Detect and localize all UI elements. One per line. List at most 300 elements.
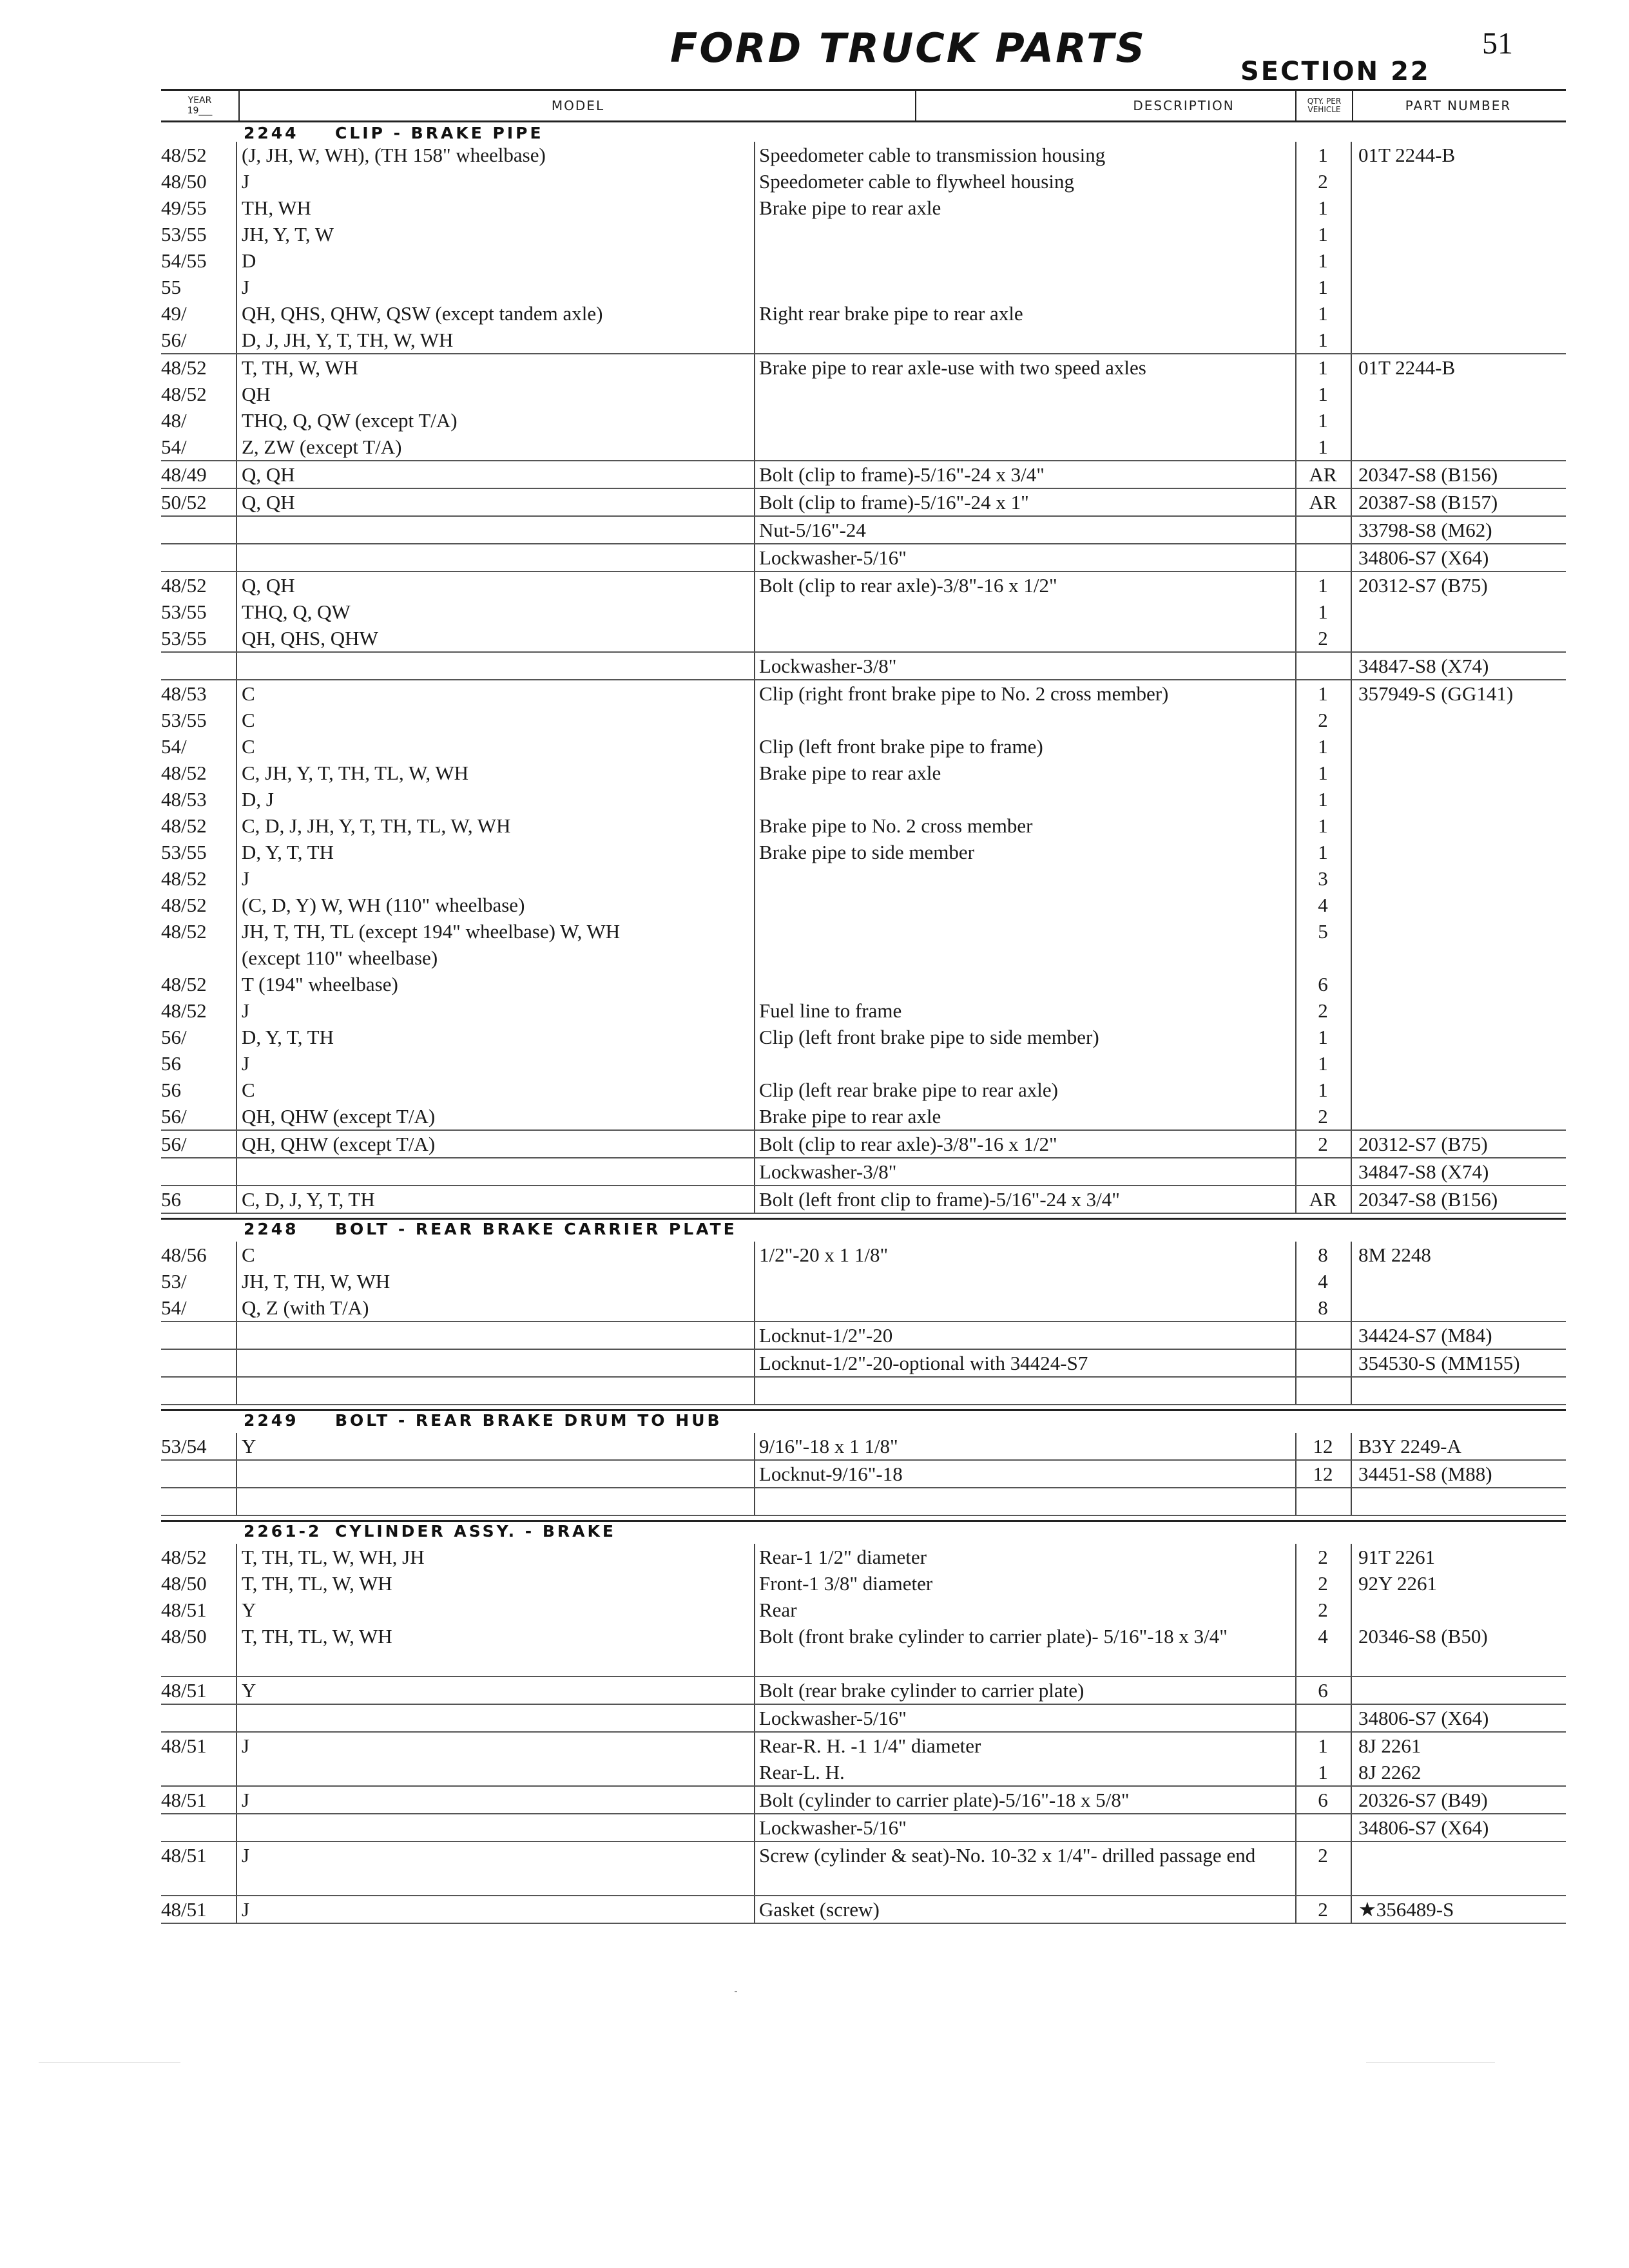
column-divider: [1351, 1544, 1352, 1570]
column-divider: [754, 1158, 755, 1185]
cell-model: J: [242, 1898, 250, 1921]
column-divider: [754, 1461, 755, 1487]
cell-description: Lockwasher-3/8": [759, 655, 897, 677]
column-divider: [236, 1433, 237, 1459]
cell-qty: 5: [1318, 920, 1328, 943]
cell-description: 1/2"-20 x 1 1/8": [759, 1244, 889, 1266]
cell-model: (C, D, Y) W, WH (110" wheelbase): [242, 894, 525, 916]
table-row: [161, 572, 1566, 599]
column-divider: [1351, 760, 1352, 786]
cell-qty: 1: [1318, 436, 1328, 458]
cell-model: Q, QH: [242, 574, 295, 597]
cell-part-number: 34806-S7 (X64): [1358, 1816, 1489, 1839]
cell-year: 56/: [161, 1105, 187, 1128]
table-row: [161, 1488, 1566, 1516]
column-divider: [236, 865, 237, 892]
column-divider: [236, 1461, 237, 1487]
column-divider: [236, 274, 237, 300]
column-divider: [1351, 1103, 1352, 1129]
cell-description: Rear-1 1/2" diameter: [759, 1546, 927, 1568]
table-row: [161, 300, 1566, 327]
cell-year: 54/55: [161, 249, 207, 272]
cell-model: J: [242, 1844, 250, 1867]
column-divider: [236, 1705, 237, 1731]
column-divider: [236, 971, 237, 997]
column-divider: [236, 892, 237, 918]
table-row: [161, 892, 1566, 918]
cell-year: 53/55: [161, 223, 207, 245]
cell-description: Brake pipe to rear axle-use with two speed axles: [759, 356, 1146, 379]
cell-model: C: [242, 709, 255, 731]
cell-year: 53/54: [161, 1435, 207, 1457]
cell-qty: 2: [1318, 627, 1328, 649]
cell-qty: 3: [1318, 867, 1328, 890]
column-divider: [1351, 1322, 1352, 1349]
column-divider: [236, 489, 237, 515]
column-divider: [1351, 1842, 1352, 1895]
cell-description: Rear: [759, 1599, 797, 1621]
group-header: [161, 1520, 1566, 1544]
column-divider: [754, 544, 755, 571]
cell-model: THQ, Q, QW (except T/A): [242, 409, 458, 432]
column-divider: [236, 1131, 237, 1157]
cell-description: Nut-5/16"-24: [759, 519, 866, 541]
cell-year: 48/51: [161, 1898, 207, 1921]
cell-description: 9/16"-18 x 1 1/8": [759, 1435, 898, 1457]
table-row: [161, 1077, 1566, 1103]
column-divider: [236, 839, 237, 865]
table-row: [161, 1294, 1566, 1322]
table-row: [161, 971, 1566, 997]
column-divider: [1351, 1677, 1352, 1704]
table-row: [161, 760, 1566, 786]
column-divider: [1351, 1896, 1352, 1923]
cell-year: 55: [161, 276, 181, 298]
column-year: [161, 91, 238, 120]
cell-description: Lockwasher-5/16": [759, 1816, 907, 1839]
column-divider: [1351, 327, 1352, 353]
column-divider: [236, 1242, 237, 1268]
column-divider: [236, 812, 237, 839]
table-row: [161, 1544, 1566, 1570]
cell-year: 53/55: [161, 601, 207, 623]
column-divider: [1351, 1158, 1352, 1185]
cell-year: 48/52: [161, 973, 207, 995]
cell-model: D, Y, T, TH: [242, 841, 334, 863]
cell-year: 48/52: [161, 999, 207, 1022]
cell-qty: 1: [1318, 1761, 1328, 1783]
cell-model: T, TH, TL, W, WH, JH: [242, 1546, 425, 1568]
table-row: [161, 733, 1566, 760]
cell-qty: 1: [1318, 1079, 1328, 1101]
cell-year: 50/52: [161, 491, 207, 514]
cell-qty: AR: [1309, 463, 1337, 486]
cell-model: D, Y, T, TH: [242, 1026, 334, 1048]
cell-qty: 2: [1318, 1105, 1328, 1128]
table-row: [161, 1842, 1566, 1896]
cell-year: 48/52: [161, 867, 207, 890]
column-model: MODEL: [238, 91, 916, 120]
cell-model: C: [242, 682, 255, 705]
cell-qty: 1: [1318, 144, 1328, 166]
cell-qty: 2: [1318, 709, 1328, 731]
cell-model: D, J, JH, Y, T, TH, W, WH: [242, 329, 454, 351]
group-title: BOLT - REAR BRAKE CARRIER PLATE: [335, 1220, 737, 1238]
cell-year: 48/53: [161, 788, 207, 811]
column-divider: [754, 1378, 755, 1404]
column-divider: [236, 221, 237, 247]
column-divider: [1295, 1158, 1296, 1185]
cell-description: Bolt (rear brake cylinder to carrier plate): [759, 1679, 1084, 1702]
table-row: [161, 221, 1566, 247]
column-divider: [236, 247, 237, 274]
column-year-line1: YEAR: [188, 95, 212, 106]
table-row: [161, 544, 1566, 572]
column-divider: [236, 381, 237, 407]
cell-model: T (194" wheelbase): [242, 973, 398, 995]
table-row: [161, 997, 1566, 1024]
cell-year: 48/53: [161, 682, 207, 705]
table-row: [161, 1378, 1566, 1405]
column-divider: [1351, 625, 1352, 651]
column-divider: [236, 918, 237, 945]
column-qty: [1295, 91, 1353, 120]
cell-model: C: [242, 735, 255, 758]
column-divider: [236, 407, 237, 434]
column-divider: [1351, 945, 1352, 971]
column-divider: [236, 1814, 237, 1841]
cell-description: Brake pipe to side member: [759, 841, 975, 863]
table-row: [161, 1814, 1566, 1842]
cell-qty: 1: [1318, 682, 1328, 705]
column-divider: [1351, 1570, 1352, 1597]
cell-description: Brake pipe to rear axle: [759, 1105, 941, 1128]
column-divider: [1295, 1814, 1296, 1841]
column-divider: [1351, 195, 1352, 221]
cell-description: Lockwasher-5/16": [759, 1707, 907, 1729]
column-divider: [1351, 599, 1352, 625]
column-divider: [236, 1677, 237, 1704]
cell-year: 48/49: [161, 463, 207, 486]
table-row: [161, 142, 1566, 168]
cell-qty: 1: [1318, 1052, 1328, 1075]
group-header: [161, 124, 1566, 142]
group-title: CYLINDER ASSY. - BRAKE: [335, 1522, 616, 1541]
cell-qty: 2: [1318, 170, 1328, 193]
cell-description: Gasket (screw): [759, 1898, 880, 1921]
cell-description: Lockwasher-5/16": [759, 546, 907, 569]
cell-qty: 12: [1313, 1463, 1333, 1485]
table-row: [161, 812, 1566, 839]
table-row: [161, 1186, 1566, 1214]
cell-year: 48/52: [161, 920, 207, 943]
cell-description: Bolt (clip to rear axle)-3/8"-16 x 1/2": [759, 574, 1057, 597]
column-divider: [236, 1733, 237, 1759]
cell-part-number: 354530-S (MM155): [1358, 1352, 1520, 1374]
cell-part-number: 34847-S8 (X74): [1358, 655, 1489, 677]
cell-model: QH: [242, 383, 271, 405]
cell-part-number: 20312-S7 (B75): [1358, 1133, 1488, 1155]
table-row: [161, 461, 1566, 489]
column-divider: [1295, 1705, 1296, 1731]
cell-qty: 1: [1318, 329, 1328, 351]
column-divider: [236, 1842, 237, 1895]
cell-year: 56: [161, 1079, 181, 1101]
column-divider: [236, 434, 237, 460]
column-divider: [1351, 1759, 1352, 1785]
cell-qty: 8: [1318, 1296, 1328, 1319]
table-row: [161, 1623, 1566, 1677]
table-row: [161, 625, 1566, 653]
table-row: [161, 1158, 1566, 1186]
table-row: [161, 1787, 1566, 1814]
table-row: [161, 786, 1566, 812]
cell-description: Speedometer cable to transmission housing: [759, 144, 1106, 166]
column-divider: [236, 1544, 237, 1570]
group-number: 2244: [244, 124, 299, 142]
cell-model: Q, QH: [242, 463, 295, 486]
cell-model: C: [242, 1079, 255, 1101]
column-divider: [1351, 142, 1352, 168]
column-divider: [236, 1350, 237, 1376]
cell-model: T, TH, W, WH: [242, 356, 358, 379]
column-divider: [754, 1322, 755, 1349]
cell-model: C: [242, 1244, 255, 1266]
table-row: [161, 1024, 1566, 1050]
cell-model: JH, T, TH, TL (except 194" wheelbase) W, WH: [242, 920, 621, 943]
column-qty-line1: QTY. PER: [1307, 97, 1342, 106]
cell-year: 56: [161, 1052, 181, 1075]
column-divider: [1351, 221, 1352, 247]
cell-qty: 1: [1318, 383, 1328, 405]
cell-description: Bolt (cylinder to carrier plate)-5/16"-18 x 5/8": [759, 1789, 1130, 1811]
cell-description: Fuel line to frame: [759, 999, 902, 1022]
cell-part-number: 8M 2248: [1358, 1244, 1431, 1266]
cell-year: 48/52: [161, 762, 207, 784]
column-divider: [236, 680, 237, 707]
cell-part-number: 8J 2261: [1358, 1735, 1422, 1757]
cell-description: Bolt (clip to rear axle)-3/8"-16 x 1/2": [759, 1133, 1057, 1155]
cell-year: 48/52: [161, 144, 207, 166]
table-row: [161, 1705, 1566, 1733]
column-divider: [236, 327, 237, 353]
cell-qty: 1: [1318, 276, 1328, 298]
cell-qty: 1: [1318, 762, 1328, 784]
table-row: [161, 1896, 1566, 1924]
cell-model: J: [242, 170, 250, 193]
cell-qty: 1: [1318, 601, 1328, 623]
column-divider: [236, 1787, 237, 1813]
column-divider: [236, 1378, 237, 1404]
group-header: [161, 1218, 1566, 1242]
cell-qty: 2: [1318, 1572, 1328, 1595]
column-divider: [1351, 1378, 1352, 1404]
cell-qty: 4: [1318, 1625, 1328, 1648]
cell-model: Q, QH: [242, 491, 295, 514]
column-divider: [236, 760, 237, 786]
column-divider: [1351, 1814, 1352, 1841]
page-title: FORD TRUCK PARTS: [670, 24, 1146, 72]
column-divider: [236, 1294, 237, 1321]
table-row: [161, 1597, 1566, 1623]
cell-description: Brake pipe to rear axle: [759, 762, 941, 784]
table-row: [161, 274, 1566, 300]
cell-part-number: 357949-S (GG141): [1358, 682, 1514, 705]
column-divider: [236, 1597, 237, 1623]
cell-description: Lockwasher-3/8": [759, 1160, 897, 1183]
cell-model: J: [242, 1789, 250, 1811]
cell-description: Clip (left front brake pipe to side member): [759, 1026, 1099, 1048]
column-divider: [236, 1322, 237, 1349]
group-title: CLIP - BRAKE PIPE: [335, 124, 544, 142]
column-year-line2: 19___: [187, 106, 213, 116]
table-row: [161, 1242, 1566, 1268]
column-divider: [236, 1759, 237, 1785]
column-divider: [236, 168, 237, 195]
column-divider: [236, 786, 237, 812]
cell-description: Locknut-9/16"-18: [759, 1463, 903, 1485]
cell-year: 48/52: [161, 574, 207, 597]
table-row: [161, 707, 1566, 733]
cell-year: 54/: [161, 1296, 187, 1319]
cell-description: Clip (right front brake pipe to No. 2 cross member): [759, 682, 1169, 705]
table-row: [161, 1433, 1566, 1461]
table-row: [161, 680, 1566, 707]
cell-year: 56: [161, 1188, 181, 1211]
column-divider: [236, 1488, 237, 1515]
column-divider: [1295, 1378, 1296, 1404]
table-row: [161, 1322, 1566, 1350]
cell-model: T, TH, TL, W, WH: [242, 1572, 392, 1595]
cell-description: Brake pipe to No. 2 cross member: [759, 814, 1033, 837]
table-row: [161, 434, 1566, 461]
column-divider: [236, 354, 237, 381]
cell-year: 48/52: [161, 383, 207, 405]
cell-model: C, JH, Y, T, TH, TL, W, WH: [242, 762, 468, 784]
cell-part-number: 92Y 2261: [1358, 1572, 1437, 1595]
cell-description: Bolt (left front clip to frame)-5/16"-24 x 3/4": [759, 1188, 1120, 1211]
cell-year: 54/: [161, 436, 187, 458]
column-divider: [1351, 544, 1352, 571]
table-row: [161, 1461, 1566, 1488]
column-divider: [1351, 274, 1352, 300]
column-divider: [1351, 1787, 1352, 1813]
cell-year: 48/51: [161, 1844, 207, 1867]
column-divider: [236, 599, 237, 625]
column-divider: [1351, 1461, 1352, 1487]
cell-model: J: [242, 867, 250, 890]
cell-description: Front-1 3/8" diameter: [759, 1572, 933, 1595]
cell-part-number: 20312-S7 (B75): [1358, 574, 1488, 597]
cell-part-number: 20387-S8 (B157): [1358, 491, 1498, 514]
cell-description: Clip (left rear brake pipe to rear axle): [759, 1079, 1058, 1101]
column-divider: [1351, 707, 1352, 733]
table-row: [161, 327, 1566, 354]
cell-description: Screw (cylinder & seat)-No. 10-32 x 1/4"- drilled passage end: [759, 1844, 1256, 1867]
column-divider: [1351, 1488, 1352, 1515]
column-divider: [236, 1186, 237, 1213]
cell-year: 53/: [161, 1270, 187, 1293]
cell-year: 48/52: [161, 1546, 207, 1568]
cell-part-number: 20347-S8 (B156): [1358, 463, 1498, 486]
column-divider: [1295, 653, 1296, 679]
column-divider: [236, 707, 237, 733]
cell-model: J: [242, 1052, 250, 1075]
cell-qty: 1: [1318, 841, 1328, 863]
cell-year: 48/: [161, 409, 187, 432]
column-divider: [236, 1050, 237, 1077]
table-row: [161, 1131, 1566, 1158]
cell-qty: 1: [1318, 302, 1328, 325]
column-divider: [1351, 1186, 1352, 1213]
cell-year: 48/51: [161, 1599, 207, 1621]
group-header: [161, 1409, 1566, 1433]
cell-model: QH, QHW (except T/A): [242, 1105, 436, 1128]
column-divider: [236, 1896, 237, 1923]
column-divider: [1351, 354, 1352, 381]
cell-qty: 1: [1318, 356, 1328, 379]
table-row: [161, 1677, 1566, 1705]
column-divider: [1295, 544, 1296, 571]
cell-year: 48/50: [161, 170, 207, 193]
column-divider: [1295, 945, 1296, 971]
cell-year: 53/55: [161, 627, 207, 649]
cell-qty: 4: [1318, 894, 1328, 916]
cell-part-number: 8J 2262: [1358, 1761, 1422, 1783]
cell-model: QH, QHW (except T/A): [242, 1133, 436, 1155]
cell-qty: 1: [1318, 249, 1328, 272]
column-divider: [236, 195, 237, 221]
group-number: 2261-2: [244, 1522, 322, 1541]
cell-qty: AR: [1309, 491, 1337, 514]
cell-model: J: [242, 999, 250, 1022]
cell-part-number: 34847-S8 (X74): [1358, 1160, 1489, 1183]
column-divider: [754, 653, 755, 679]
cell-description: Bolt (clip to frame)-5/16"-24 x 1": [759, 491, 1029, 514]
cell-part-number: 33798-S8 (M62): [1358, 519, 1492, 541]
cell-model: QH, QHS, QHW: [242, 627, 378, 649]
cell-description: Locknut-1/2"-20: [759, 1324, 893, 1347]
cell-year: 53/55: [161, 709, 207, 731]
cell-qty: 6: [1318, 973, 1328, 995]
cell-qty: 8: [1318, 1244, 1328, 1266]
table-row: [161, 517, 1566, 544]
cell-model: J: [242, 276, 250, 298]
column-qty-line2: VEHICLE: [1307, 105, 1341, 114]
column-part-number: PART NUMBER: [1405, 98, 1512, 113]
cell-year: 49/: [161, 302, 187, 325]
column-divider: [1351, 653, 1352, 679]
cell-model: JH, Y, T, W: [242, 223, 334, 245]
table-row: [161, 599, 1566, 625]
table-row: [161, 1268, 1566, 1294]
cell-year: 49/55: [161, 197, 207, 219]
cell-description: Clip (left front brake pipe to frame): [759, 735, 1043, 758]
table-row: [161, 1103, 1566, 1131]
column-divider: [236, 300, 237, 327]
table-row: [161, 1759, 1566, 1787]
group-title: BOLT - REAR BRAKE DRUM TO HUB: [335, 1411, 722, 1430]
column-divider: [754, 1705, 755, 1731]
cell-model: (J, JH, W, WH), (TH 158" wheelbase): [242, 144, 546, 166]
cell-description: Locknut-1/2"-20-optional with 34424-S7: [759, 1352, 1088, 1374]
cell-year: 54/: [161, 735, 187, 758]
cell-model: TH, WH: [242, 197, 311, 219]
column-divider: [1351, 461, 1352, 488]
column-divider: [236, 653, 237, 679]
column-divider: [1351, 300, 1352, 327]
column-divider: [754, 517, 755, 543]
